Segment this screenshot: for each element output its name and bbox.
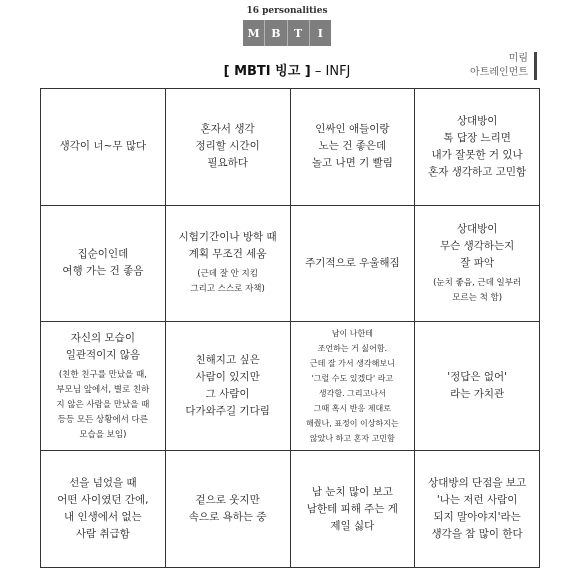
cell-text: 친해지고 싶은	[195, 354, 260, 367]
bingo-cell[interactable]	[41, 322, 166, 451]
bingo-cell[interactable]	[41, 89, 166, 206]
cell-text: 내가 잘못한 거 있나	[431, 148, 523, 161]
cell-text: 자신의 모습이	[70, 331, 135, 344]
cell-text: 겉으로 웃지만	[195, 494, 260, 507]
cell-text: 제일 싫다	[330, 519, 375, 532]
cell-text: 상대방의 단점을 보고	[428, 477, 527, 490]
bingo-cell[interactable]	[415, 206, 540, 323]
bingo-cell[interactable]	[166, 89, 291, 206]
logo-letter: B	[264, 20, 286, 46]
cell-text: 필요하다	[207, 157, 248, 170]
cell-text: 노는 건 좋은데	[318, 140, 387, 153]
cell-text: 생각이 너~무 많다	[59, 140, 147, 153]
cell-text: 생각을 참 많이 한다	[431, 528, 523, 541]
logo-letter: T	[287, 20, 309, 46]
brand-line: 미림	[508, 53, 528, 64]
bingo-cell[interactable]	[291, 322, 416, 451]
bingo-cell[interactable]	[291, 451, 416, 568]
cell-text: '정답은 없어'	[447, 371, 508, 384]
cell-text: 해줬나, 표정이 이상하지는	[306, 419, 399, 429]
cell-text: 남이 나한테	[331, 329, 373, 339]
cell-note: 모르는 척 함)	[452, 292, 503, 303]
cell-text: 근데 잘 가서 생각해보니	[309, 359, 395, 369]
logo-letter: M	[247, 26, 260, 40]
cell-text: 되지 말아야지'라는	[433, 511, 521, 524]
cell-note: (친한 친구를 만났을 때,	[58, 369, 147, 380]
bingo-cell[interactable]	[166, 322, 291, 451]
cell-text: 정리할 시간이	[195, 140, 260, 153]
brand-line: 아트레인먼트	[470, 67, 528, 78]
bingo-cell[interactable]	[415, 451, 540, 568]
cell-text: 선을 넘었을 때	[69, 477, 137, 490]
cell-note: 부모님 앞에서, 별로 친하	[56, 384, 150, 395]
cell-note: 지 않은 사람을 만났을 때	[56, 399, 150, 410]
cell-text: 조언하는 거 싫어함.	[317, 344, 388, 354]
cell-text: 그 사람이	[205, 388, 250, 401]
cell-text: 놀고 나면 기 빨림	[311, 157, 393, 170]
cell-text: 인싸인 애들이랑	[315, 123, 390, 136]
cell-text: 일관적이지 않음	[65, 348, 141, 361]
cell-note: (눈치 좋음, 근데 일부러	[433, 277, 522, 288]
bingo-cell[interactable]	[415, 322, 540, 451]
cell-text: 상대방이	[456, 222, 498, 235]
bingo-grid	[40, 88, 540, 568]
cell-text: 않았나 하고 혼자 고민함	[309, 434, 395, 444]
cell-text: '그럴 수도 있겠다' 라고	[311, 374, 394, 384]
bingo-cell[interactable]	[291, 206, 416, 323]
cell-text: 계획 무조건 세움	[188, 248, 267, 261]
cell-text: 속으로 욕하는 중	[188, 511, 267, 524]
cell-note: 그리고 스스로 자책)	[190, 284, 265, 295]
brand-label	[470, 52, 537, 80]
title-bold: [ MBTI 빙고 ]	[223, 64, 311, 79]
top-label: 16 personalities	[246, 6, 328, 16]
cell-text: 시험기간이나 방학 때	[178, 231, 277, 244]
cell-text: 어떤 사이였던 간에,	[57, 494, 149, 507]
bingo-cell[interactable]	[41, 206, 166, 323]
bingo-cell[interactable]	[291, 89, 416, 206]
cell-text: 다가와주길 기다림	[185, 405, 270, 418]
cell-text: 그때 혹시 반응 제대로	[313, 404, 391, 414]
cell-text: '나는 저런 사람이	[436, 494, 518, 507]
cell-text: 라는 가치관	[450, 388, 505, 401]
cell-note: 모습을 보임)	[79, 429, 127, 440]
cell-text: 집순이인데	[77, 248, 129, 261]
bingo-cell[interactable]	[415, 89, 540, 206]
logo-letter: I	[309, 20, 331, 46]
bingo-cell[interactable]	[166, 206, 291, 323]
mbti-logo	[243, 20, 331, 46]
cell-text: 잘 파악	[460, 256, 495, 269]
cell-text: 무슨 생각하는지	[439, 239, 515, 252]
cell-text: 혼자 생각하고 고민함	[428, 165, 527, 178]
cell-note: 등등 모든 상황에서 다른	[57, 414, 148, 425]
cell-text: 여행 가는 건 좋음	[62, 265, 144, 278]
cell-text: 사람이 있지만	[195, 371, 260, 384]
cell-text: 내 인생에서 없는	[64, 511, 142, 524]
cell-text: 남 눈치 많이 보고	[311, 485, 393, 498]
cell-text: 혼자서 생각	[200, 123, 255, 136]
bingo-cell[interactable]	[41, 451, 166, 568]
bingo-cell[interactable]	[166, 451, 291, 568]
cell-text: 생각함. 그리고나서	[318, 389, 386, 399]
cell-text: 주기적으로 우울해짐	[305, 256, 400, 269]
cell-text: 사람 취급함	[75, 528, 130, 541]
cell-note: (근데 잘 안 지킴	[197, 269, 258, 280]
cell-text: 톡 답장 느리면	[443, 131, 511, 144]
cell-text: 상대방이	[456, 114, 498, 127]
cell-text: 남한테 피해 주는 게	[306, 502, 398, 515]
title-rest: – INFJ	[310, 64, 351, 79]
